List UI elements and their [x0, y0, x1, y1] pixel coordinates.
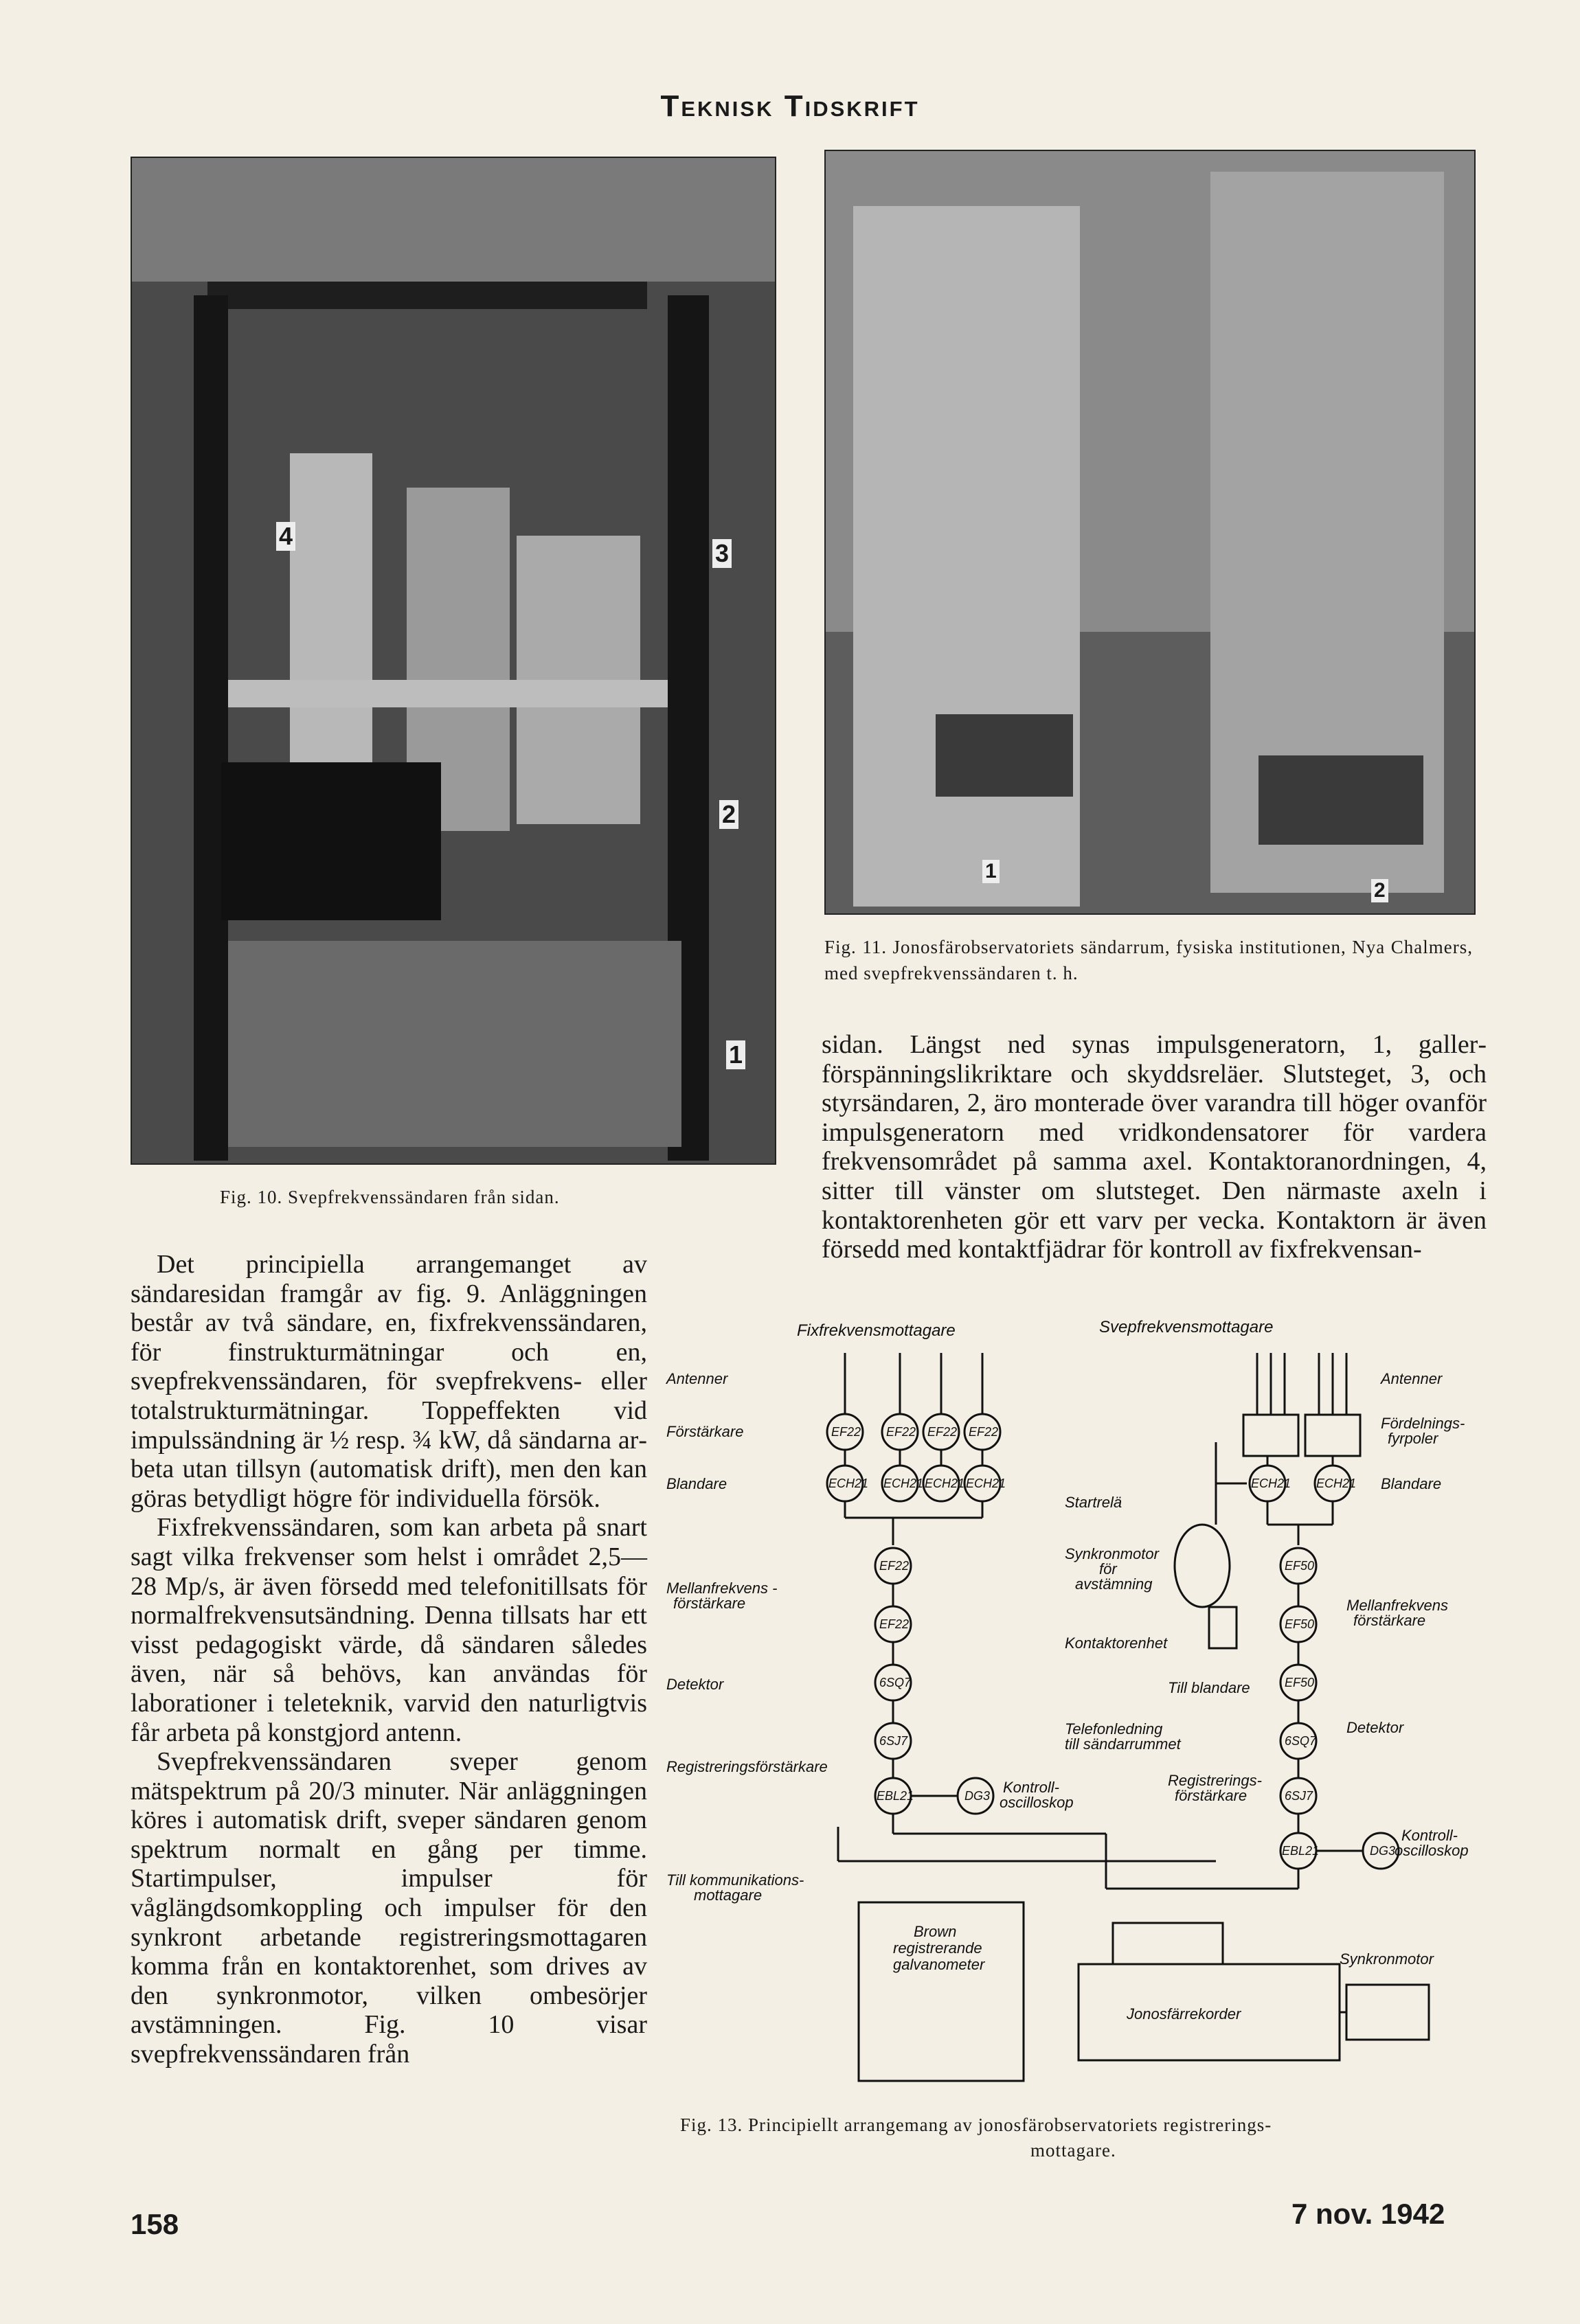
label-synkronmotor-3: avstämning — [1075, 1575, 1153, 1593]
label-mellanfrekvens-left-2: förstärkare — [673, 1595, 746, 1612]
label-till-komm-1: Till kommunikations- — [666, 1871, 804, 1889]
label-till-komm-2: mottagare — [694, 1887, 763, 1904]
tube-6sq7-left: 6SQ7 — [879, 1676, 912, 1689]
tube-ech21-2: ECH21 — [883, 1477, 924, 1490]
tube-ech21-6: ECH21 — [1316, 1477, 1357, 1490]
label-antenner-left: Antenner — [666, 1370, 728, 1387]
tube-dg3-right: DG3 — [1370, 1844, 1396, 1858]
tube-ech21-3: ECH21 — [925, 1477, 965, 1490]
fig13-caption-line2: mottagare. — [1030, 2140, 1116, 2161]
tube-ech21-1: ECH21 — [828, 1477, 869, 1490]
tube-ebl21-right: EBL21 — [1282, 1844, 1320, 1858]
tube-ef22-1: EF22 — [831, 1425, 861, 1439]
tube-ef22-6: EF22 — [879, 1617, 910, 1631]
fig10-label-3: 3 — [712, 539, 732, 568]
label-brown-1: Brown — [914, 1923, 957, 1940]
label-registrering-left: Registreringsförstärkare — [666, 1758, 828, 1775]
label-brown-3: galvanometer — [893, 1956, 985, 1973]
label-telefonledning-2: till sändarrummet — [1065, 1735, 1181, 1753]
tube-dg3-left: DG3 — [964, 1789, 991, 1803]
right-paragraph-1: sidan. Längst ned synas impulsgeneratorn, 1, gallerförspänningslikriktare och skyddsreläer. Slutsteget, 3, och styrsändaren, 2, äro monterade över varandra till höger ovanför impulsgeneratorn med vridkondensatorer för vardera frekvensområdet på samma axel. Kontaktoranordningen, 4, sitter till vänster om slutsteget. Den närmaste axeln i kontaktorenheten gör ett varv per vecka. Kontaktorn är även försedd med kontaktfjädrar för kontroll av fixfrekvensan- — [822, 1030, 1487, 1264]
label-mellanfrekvens-right-1: Mellanfrekvens — [1346, 1597, 1448, 1614]
tube-ef22-2: EF22 — [886, 1425, 916, 1439]
label-registrering-right-1: Registrerings- — [1168, 1772, 1262, 1789]
fig10-photo — [131, 157, 776, 1165]
tube-ech21-4: ECH21 — [966, 1477, 1006, 1490]
tube-ech21-5: ECH21 — [1251, 1477, 1291, 1490]
left-paragraph-1: Det principiella arrangemanget av sändaresidan framgår av fig. 9. Anläggningen består av två sändare, en, fixfrekvenssändaren, för finstrukturmätningar och en, svepfrekvenssändaren, för svepfrekvens- eller totalstrukturmätningar. Toppeffekten vid impulssändning är ½ resp. ¾ kW, då sändarna arbeta utan tillsyn (automatisk drift), men den kan göras betydligt högre för individuella försök. — [131, 1250, 647, 1513]
fig11-caption: Fig. 11. Jonosfärobservatoriets sändarrum, fysiska institutionen, Nya Chalmers, med svepfrekvenssändaren t. h. — [824, 937, 1473, 983]
fig13-diagram — [659, 1305, 1484, 2088]
journal-header: Teknisk Tidskrift — [660, 89, 920, 123]
fig11-photo — [824, 150, 1476, 915]
right-column-text — [822, 1030, 1487, 1264]
tube-ef22-5: EF22 — [879, 1559, 910, 1573]
label-synkronmotor-bottom: Synkronmotor — [1340, 1950, 1434, 1968]
label-mellanfrekvens-right-2: förstärkare — [1353, 1612, 1426, 1629]
label-detektor-left: Detektor — [666, 1676, 724, 1693]
label-synkronmotor-2: för — [1099, 1560, 1117, 1577]
tube-6sj7-left: 6SJ7 — [879, 1734, 908, 1748]
label-forstarkare: Förstärkare — [666, 1423, 744, 1440]
left-paragraph-3: Svepfrekvenssändaren sveper genom mätspektrum på 20/3 minuter. När anläggningen köres i automatisk drift, sveper sändaren genom spektrum normalt en gång per timme. Startimpulser, impulser för våglängdsomkoppling och impulser för den synkront arbetande registreringsmottagaren komma från en kontaktorenhet, som drives av den synkronmotor, vilken ombesörjer avstämningen. Fig. 10 visar svepfrekvenssändaren från — [131, 1747, 647, 2069]
label-detektor-right: Detektor — [1346, 1719, 1404, 1736]
label-startrela: Startrelä — [1065, 1494, 1122, 1511]
label-kontroll-left-2: oscilloskop — [1000, 1794, 1074, 1811]
tube-6sj7-right: 6SJ7 — [1285, 1789, 1313, 1803]
fig10-caption: Fig. 10. Svepfrekvenssändaren från sidan. — [220, 1187, 560, 1207]
label-brown-2: registrerande — [893, 1939, 982, 1957]
fig11-label-2: 2 — [1371, 879, 1388, 902]
label-telefonledning-1: Telefonledning — [1065, 1720, 1163, 1738]
left-paragraph-2: Fixfrekvenssändaren, som kan arbeta på snart sagt vilka frekvenser som helst i området 2,5—28 Mp/s, är även försedd med telefonitillsats för normalfrekvensutsändning. Denna tillsats har ett visst pedagogiskt värde, då sändaren således även, när så behövs, kan användas för laborationer i teleteknik, varvid den naturligtvis får arbeta på konstgjord antenn. — [131, 1513, 647, 1747]
label-till-blandare: Till blandare — [1168, 1679, 1250, 1696]
label-fordelning-2: fyrpoler — [1388, 1430, 1438, 1447]
label-kontaktorenhet: Kontaktorenhet — [1065, 1634, 1168, 1652]
label-mellanfrekvens-left-1: Mellanfrekvens - — [666, 1580, 778, 1597]
label-blandare-left: Blandare — [666, 1475, 727, 1492]
label-antenner-right: Antenner — [1381, 1370, 1443, 1387]
label-kontroll-right-2: oscilloskop — [1395, 1842, 1469, 1859]
tube-6sq7-right: 6SQ7 — [1285, 1734, 1317, 1748]
tube-ef50-3: EF50 — [1285, 1676, 1315, 1689]
tube-ebl21-left: EBL21 — [877, 1789, 914, 1803]
tube-ef22-3: EF22 — [927, 1425, 958, 1439]
fig10-label-2: 2 — [719, 800, 738, 829]
left-column-text — [131, 1250, 647, 2069]
fig13-caption-line1: Fig. 13. Principiellt arrangemang av jonosfärobservatoriets registrerings- — [680, 2115, 1272, 2135]
issue-date: 7 nov. 1942 — [1291, 2198, 1445, 2230]
fig11-label-1: 1 — [982, 860, 1000, 883]
label-jonosfarrekorder: Jonosfärrekorder — [1127, 2005, 1241, 2023]
diagram-title-right: Svepfrekvensmottagare — [1099, 1318, 1274, 1336]
label-blandare-right: Blandare — [1381, 1475, 1442, 1492]
label-synkronmotor-1: Synkronmotor — [1065, 1545, 1159, 1562]
tube-ef50-1: EF50 — [1285, 1559, 1315, 1573]
page-number: 158 — [131, 2208, 179, 2240]
fig10-label-1: 1 — [726, 1040, 745, 1069]
fig10-label-4: 4 — [276, 522, 295, 551]
label-kontroll-right-1: Kontroll- — [1401, 1827, 1458, 1844]
diagram-title-left: Fixfrekvensmottagare — [797, 1321, 956, 1340]
tube-ef22-4: EF22 — [969, 1425, 999, 1439]
label-registrering-right-2: förstärkare — [1175, 1787, 1248, 1804]
tube-ef50-2: EF50 — [1285, 1617, 1315, 1631]
label-fordelning-1: Fördelnings- — [1381, 1415, 1465, 1432]
label-kontroll-left-1: Kontroll- — [1003, 1779, 1059, 1796]
